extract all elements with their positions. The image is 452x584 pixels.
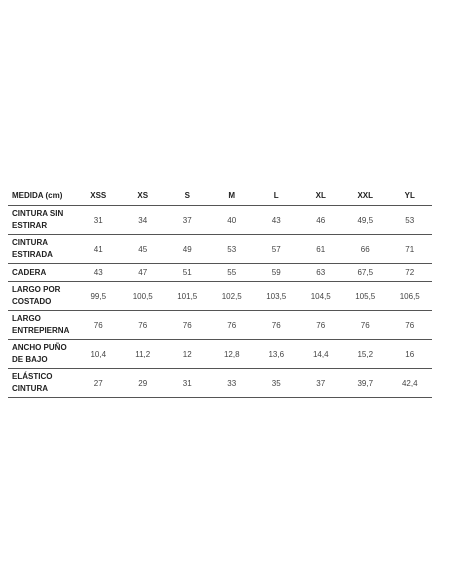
table-row <box>8 235 432 264</box>
table-cell: 27 <box>76 369 121 398</box>
table-cell: 11,2 <box>121 340 166 369</box>
table-cell: 51 <box>165 264 210 282</box>
table-cell: 43 <box>254 206 299 235</box>
table-cell: 43 <box>76 264 121 282</box>
table-cell: 47 <box>121 264 166 282</box>
table-cell: 76 <box>165 311 210 340</box>
table-cell: 42,4 <box>388 369 433 398</box>
header-size-xl: XL <box>299 185 344 206</box>
row-label: CINTURA ESTIRADA <box>8 235 76 264</box>
table-cell: 76 <box>210 311 255 340</box>
table-row <box>8 340 432 369</box>
table-cell: 12,8 <box>210 340 255 369</box>
header-size-yl: YL <box>388 185 433 206</box>
table-cell: 99,5 <box>76 282 121 311</box>
row-label: CINTURA SIN ESTIRAR <box>8 206 76 235</box>
row-label: ELÁSTICO CINTURA <box>8 369 76 398</box>
table-cell: 41 <box>76 235 121 264</box>
header-size-xss: XSS <box>76 185 121 206</box>
table-cell: 76 <box>388 311 433 340</box>
row-label: CADERA <box>8 264 76 282</box>
table-cell: 76 <box>121 311 166 340</box>
table-cell: 57 <box>254 235 299 264</box>
row-label: LARGO POR COSTADO <box>8 282 76 311</box>
table-cell: 37 <box>299 369 344 398</box>
table-cell: 35 <box>254 369 299 398</box>
table-cell: 31 <box>76 206 121 235</box>
row-label: LARGO ENTREPIERNA <box>8 311 76 340</box>
table-cell: 34 <box>121 206 166 235</box>
table-cell: 102,5 <box>210 282 255 311</box>
table-cell: 46 <box>299 206 344 235</box>
table-cell: 13,6 <box>254 340 299 369</box>
table-cell: 103,5 <box>254 282 299 311</box>
table-cell: 71 <box>388 235 433 264</box>
table-row <box>8 369 432 398</box>
table-cell: 76 <box>254 311 299 340</box>
row-label: ANCHO PUÑO DE BAJO <box>8 340 76 369</box>
table-cell: 14,4 <box>299 340 344 369</box>
table-cell: 100,5 <box>121 282 166 311</box>
table-row <box>8 206 432 235</box>
header-size-m: M <box>210 185 255 206</box>
header-size-xs: XS <box>121 185 166 206</box>
table-cell: 101,5 <box>165 282 210 311</box>
table-cell: 67,5 <box>343 264 388 282</box>
header-size-s: S <box>165 185 210 206</box>
table-cell: 55 <box>210 264 255 282</box>
table-cell: 76 <box>343 311 388 340</box>
header-size-xxl: XXL <box>343 185 388 206</box>
table-cell: 61 <box>299 235 344 264</box>
table-cell: 39,7 <box>343 369 388 398</box>
table-cell: 12 <box>165 340 210 369</box>
header-size-l: L <box>254 185 299 206</box>
table-cell: 37 <box>165 206 210 235</box>
table-cell: 76 <box>76 311 121 340</box>
table-row <box>8 311 432 340</box>
table-cell: 29 <box>121 369 166 398</box>
table-cell: 16 <box>388 340 433 369</box>
table-cell: 33 <box>210 369 255 398</box>
table-row <box>8 264 432 282</box>
table-cell: 106,5 <box>388 282 433 311</box>
table-cell: 63 <box>299 264 344 282</box>
table-cell: 59 <box>254 264 299 282</box>
table-cell: 31 <box>165 369 210 398</box>
table-cell: 53 <box>210 235 255 264</box>
table-cell: 49,5 <box>343 206 388 235</box>
table-cell: 104,5 <box>299 282 344 311</box>
table-cell: 10,4 <box>76 340 121 369</box>
size-chart-table <box>8 185 432 398</box>
table-row <box>8 282 432 311</box>
table-cell: 40 <box>210 206 255 235</box>
table-cell: 45 <box>121 235 166 264</box>
table-cell: 15,2 <box>343 340 388 369</box>
table-cell: 53 <box>388 206 433 235</box>
header-measure: MEDIDA (cm) <box>8 185 76 206</box>
table-cell: 49 <box>165 235 210 264</box>
table-cell: 66 <box>343 235 388 264</box>
table-cell: 105,5 <box>343 282 388 311</box>
table-header-row <box>8 185 432 206</box>
table-cell: 72 <box>388 264 433 282</box>
table-cell: 76 <box>299 311 344 340</box>
